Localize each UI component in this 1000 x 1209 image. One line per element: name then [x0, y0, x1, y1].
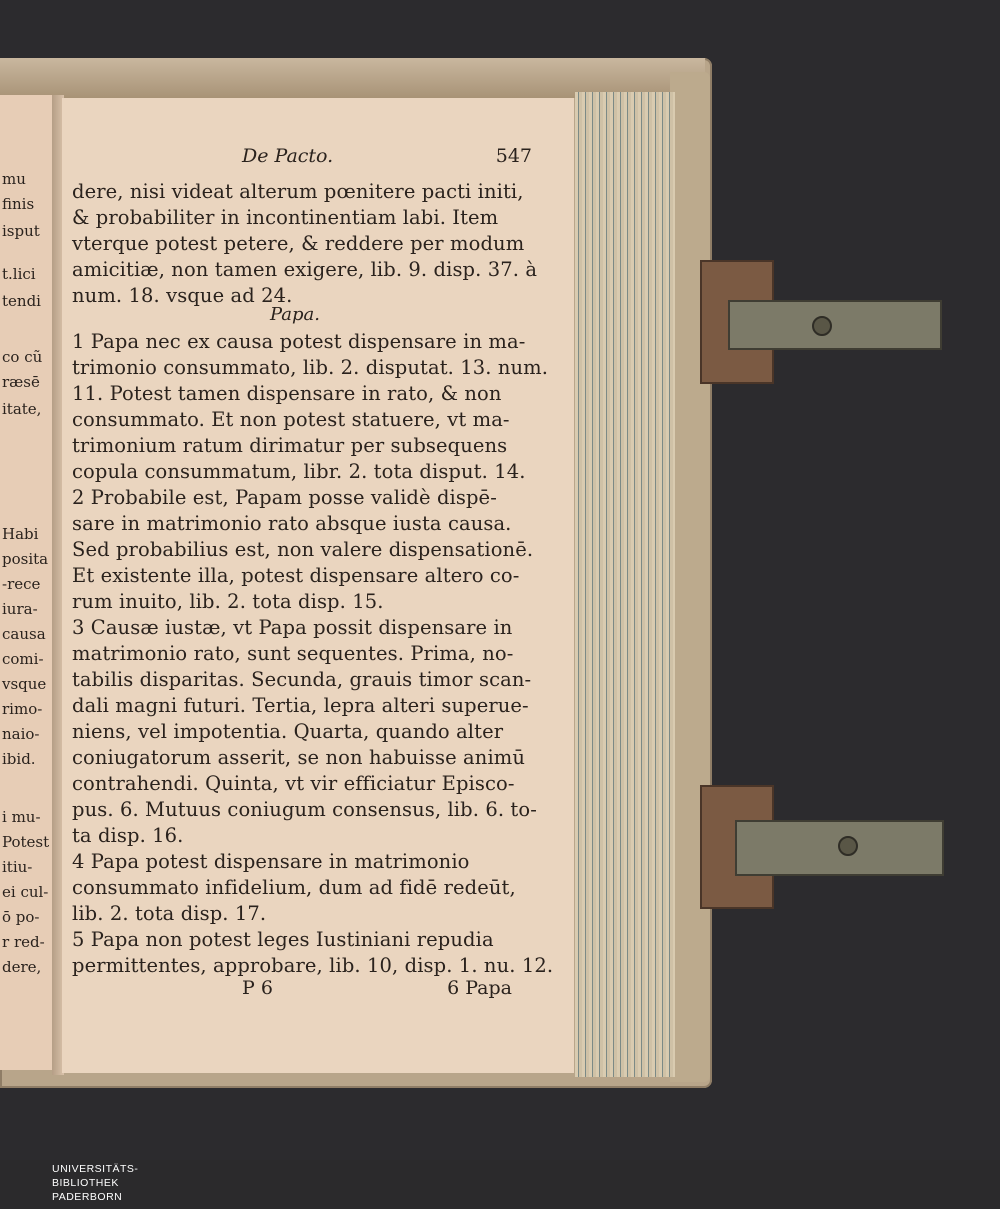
margin-fragment: vsque: [2, 675, 47, 693]
page-header: [62, 145, 532, 175]
cover-fore-edge: [670, 72, 710, 1082]
margin-fragment: ei cul-: [2, 883, 49, 901]
text-line: tabilis disparitas. Secunda, grauis timor scan-: [72, 668, 532, 691]
text-line: rum inuito, lib. 2. tota disp. 15.: [72, 590, 384, 613]
page-number: 547: [495, 145, 532, 167]
margin-fragment: rimo-: [2, 700, 43, 718]
text-line: ta disp. 16.: [72, 824, 184, 847]
clasp-upper-metal: [728, 300, 942, 350]
margin-fragment: t.lici: [2, 265, 36, 283]
margin-fragment: i mu-: [2, 808, 41, 826]
text-line: contrahendi. Quinta, vt vir efficiatur Episco-: [72, 772, 515, 795]
margin-fragment: comi-: [2, 650, 44, 668]
running-head: De Pacto.: [242, 145, 334, 167]
text-line: copula consummatum, libr. 2. tota disput. 14.: [72, 460, 526, 483]
text-line: coniugatorum asserit, se non habuisse animū: [72, 746, 526, 769]
text-line: num. 18. vsque ad 24.: [72, 284, 293, 307]
margin-fragment: iura-: [2, 600, 38, 618]
text-line: amicitiæ, non tamen exigere, lib. 9. disp. 37. à: [72, 258, 538, 281]
signature-mark: P 6: [242, 977, 273, 999]
library-name-line3: PADERBORN: [52, 1191, 123, 1203]
text-line: consummato infidelium, dum ad fidē redeūt,: [72, 876, 516, 899]
page-footer: [62, 977, 532, 1007]
margin-fragment: itiu-: [2, 858, 33, 876]
library-name-line2: BIBLIOTHEK: [52, 1177, 119, 1189]
library-name-line1: UNIVERSITÄTS-: [52, 1163, 139, 1175]
text-line: pus. 6. Mutuus coniugum consensus, lib. 6. to-: [72, 798, 537, 821]
text-line: matrimonio rato, sunt sequentes. Prima, no-: [72, 642, 514, 665]
margin-fragment: Potest: [2, 833, 50, 851]
margin-fragment: ibid.: [2, 750, 36, 768]
text-line: trimonio consummato, lib. 2. disputat. 13. num.: [72, 356, 549, 379]
text-line: dere, nisi videat alterum pœnitere pacti initi,: [72, 180, 524, 203]
page-block-edges: [575, 92, 675, 1077]
text-line: 1 Papa nec ex causa potest dispensare in ma-: [72, 330, 526, 353]
text-line: 3 Causæ iustæ, vt Papa possit dispensare in: [72, 616, 513, 639]
margin-fragment: naio-: [2, 725, 40, 743]
margin-fragment: posita: [2, 550, 49, 568]
margin-fragment: tendi: [2, 292, 41, 310]
margin-fragment: -rece: [2, 575, 41, 593]
margin-fragment: isput: [2, 222, 40, 240]
text-line: trimonium ratum dirimatur per subsequens: [72, 434, 508, 457]
margin-fragment: itate,: [2, 400, 42, 418]
catchword: 6 Papa: [447, 977, 512, 999]
text-line: sare in matrimonio rato absque iusta causa.: [72, 512, 512, 535]
text-line: 4 Papa potest dispensare in matrimonio: [72, 850, 470, 873]
margin-fragment: co cũ: [2, 348, 43, 366]
text-line: niens, vel impotentia. Quarta, quando alter: [72, 720, 504, 743]
margin-fragment: Habi: [2, 525, 39, 543]
margin-fragment: r red-: [2, 933, 45, 951]
text-line: permittentes, approbare, lib. 10, disp. 1. nu. 12.: [72, 954, 554, 977]
margin-fragment: dere,: [2, 958, 42, 976]
text-line: 11. Potest tamen dispensare in rato, & non: [72, 382, 502, 405]
text-line: 2 Probabile est, Papam posse validè dispē-: [72, 486, 497, 509]
text-line: consummato. Et non potest statuere, vt ma-: [72, 408, 510, 431]
margin-fragment: ō po-: [2, 908, 40, 926]
text-line: 5 Papa non potest leges Iustiniani repudia: [72, 928, 494, 951]
margin-fragment: ræsē: [2, 373, 40, 391]
clasp-upper-rivet-icon: [812, 316, 832, 336]
margin-fragment: finis: [2, 195, 35, 213]
section-title: Papa.: [270, 304, 321, 325]
text-line: vterque potest petere, & reddere per modum: [72, 232, 525, 255]
margin-fragment: mu: [2, 170, 26, 188]
text-line: Et existente illa, potest dispensare altero co-: [72, 564, 520, 587]
library-logo-bar: [0, 1160, 1000, 1209]
clasp-lower-rivet-icon: [838, 836, 858, 856]
text-line: Sed probabilius est, non valere dispensationē.: [72, 538, 534, 561]
text-line: dali magni futuri. Tertia, lepra alteri superue-: [72, 694, 529, 717]
margin-fragment: causa: [2, 625, 46, 643]
text-line: lib. 2. tota disp. 17.: [72, 902, 267, 925]
text-line: & probabiliter in incontinentiam labi. Item: [72, 206, 499, 229]
